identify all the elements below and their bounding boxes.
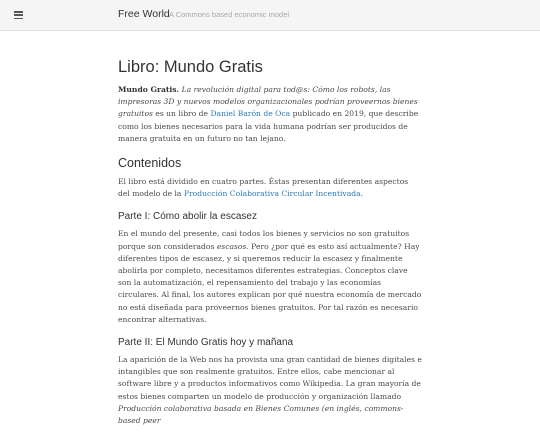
menu-icon[interactable] <box>14 11 23 19</box>
part1-text: En el mundo del presente, casi todos los bienes y servicios no son gratuitos porque son considerados <box>118 229 410 251</box>
top-bar <box>0 0 540 31</box>
part2-text: La aparición de la Web nos ha provista una gran cantidad de bienes digitales e intangibles que son realmente gratuitos. Entre ellos, cabe mencionar al software libre y a productos informativos como Wikipedia. La gran mayoría de estos bienes comparten un modelo de producción y organización llamado <box>118 355 422 401</box>
intro-paragraph <box>118 84 422 145</box>
part1-heading: Parte I: Cómo abolir la escasez <box>118 211 257 223</box>
page-title: Libro: Mundo Gratis <box>118 58 263 76</box>
article-content <box>118 56 422 433</box>
contents-heading: Contenidos <box>118 156 182 171</box>
book-subtitle: La revolución digital para tod@s: Cómo los robots, las impresoras 3D y nuevos modelos organizacionales podrían proveernos bienes gratuitos <box>118 85 418 119</box>
contents-paragraph <box>118 176 422 200</box>
part1-italic: escasos <box>216 241 247 251</box>
site-tagline: A Commons based economic model <box>169 10 290 19</box>
contents-text-2: . <box>360 189 364 199</box>
part2-italic: Producción colaborativa basada en Bienes Comunes (en inglés, commons-based peer <box>118 403 404 426</box>
book-title-bold: Mundo Gratis. <box>118 85 180 94</box>
intro-text-2: publicado en 2019, que describe como los bienes necesarios para la vida humana podrían ser producidos de manera gratuita en un futuro no tan lejano. <box>118 109 419 143</box>
part1-text-2: . Pero ¿por qué es esto así actualmente? Hay diferentes tipos de escasez, y si queremos reducir la escasez y finalmente abolirla por completo, necesitamos diferentes estrategias. Conceptos clave son la automatización, el repensamiento del trabajo y las economías circulares. Al final, los autores explican por qué nuestra economía de mercado no está diseñada para proveernos bienes gratuitos. Por tal razón es necesario encontrar alternativas. <box>118 241 422 324</box>
part2-heading: Parte II: El Mundo Gratis hoy y mañana <box>118 337 294 349</box>
model-link[interactable]: Producción Colaborativa Circular Incentivada <box>183 189 361 199</box>
intro-text: es un libro de <box>155 109 209 119</box>
part2-paragraph <box>118 354 422 427</box>
contents-text: El libro está dividido en cuatro partes. Éstas presentan diferentes aspectos del modelo de la <box>118 177 409 199</box>
site-title[interactable]: Free World <box>118 8 170 20</box>
author-link[interactable]: Daniel Barón de Oca <box>210 109 291 119</box>
part1-paragraph <box>118 228 422 326</box>
